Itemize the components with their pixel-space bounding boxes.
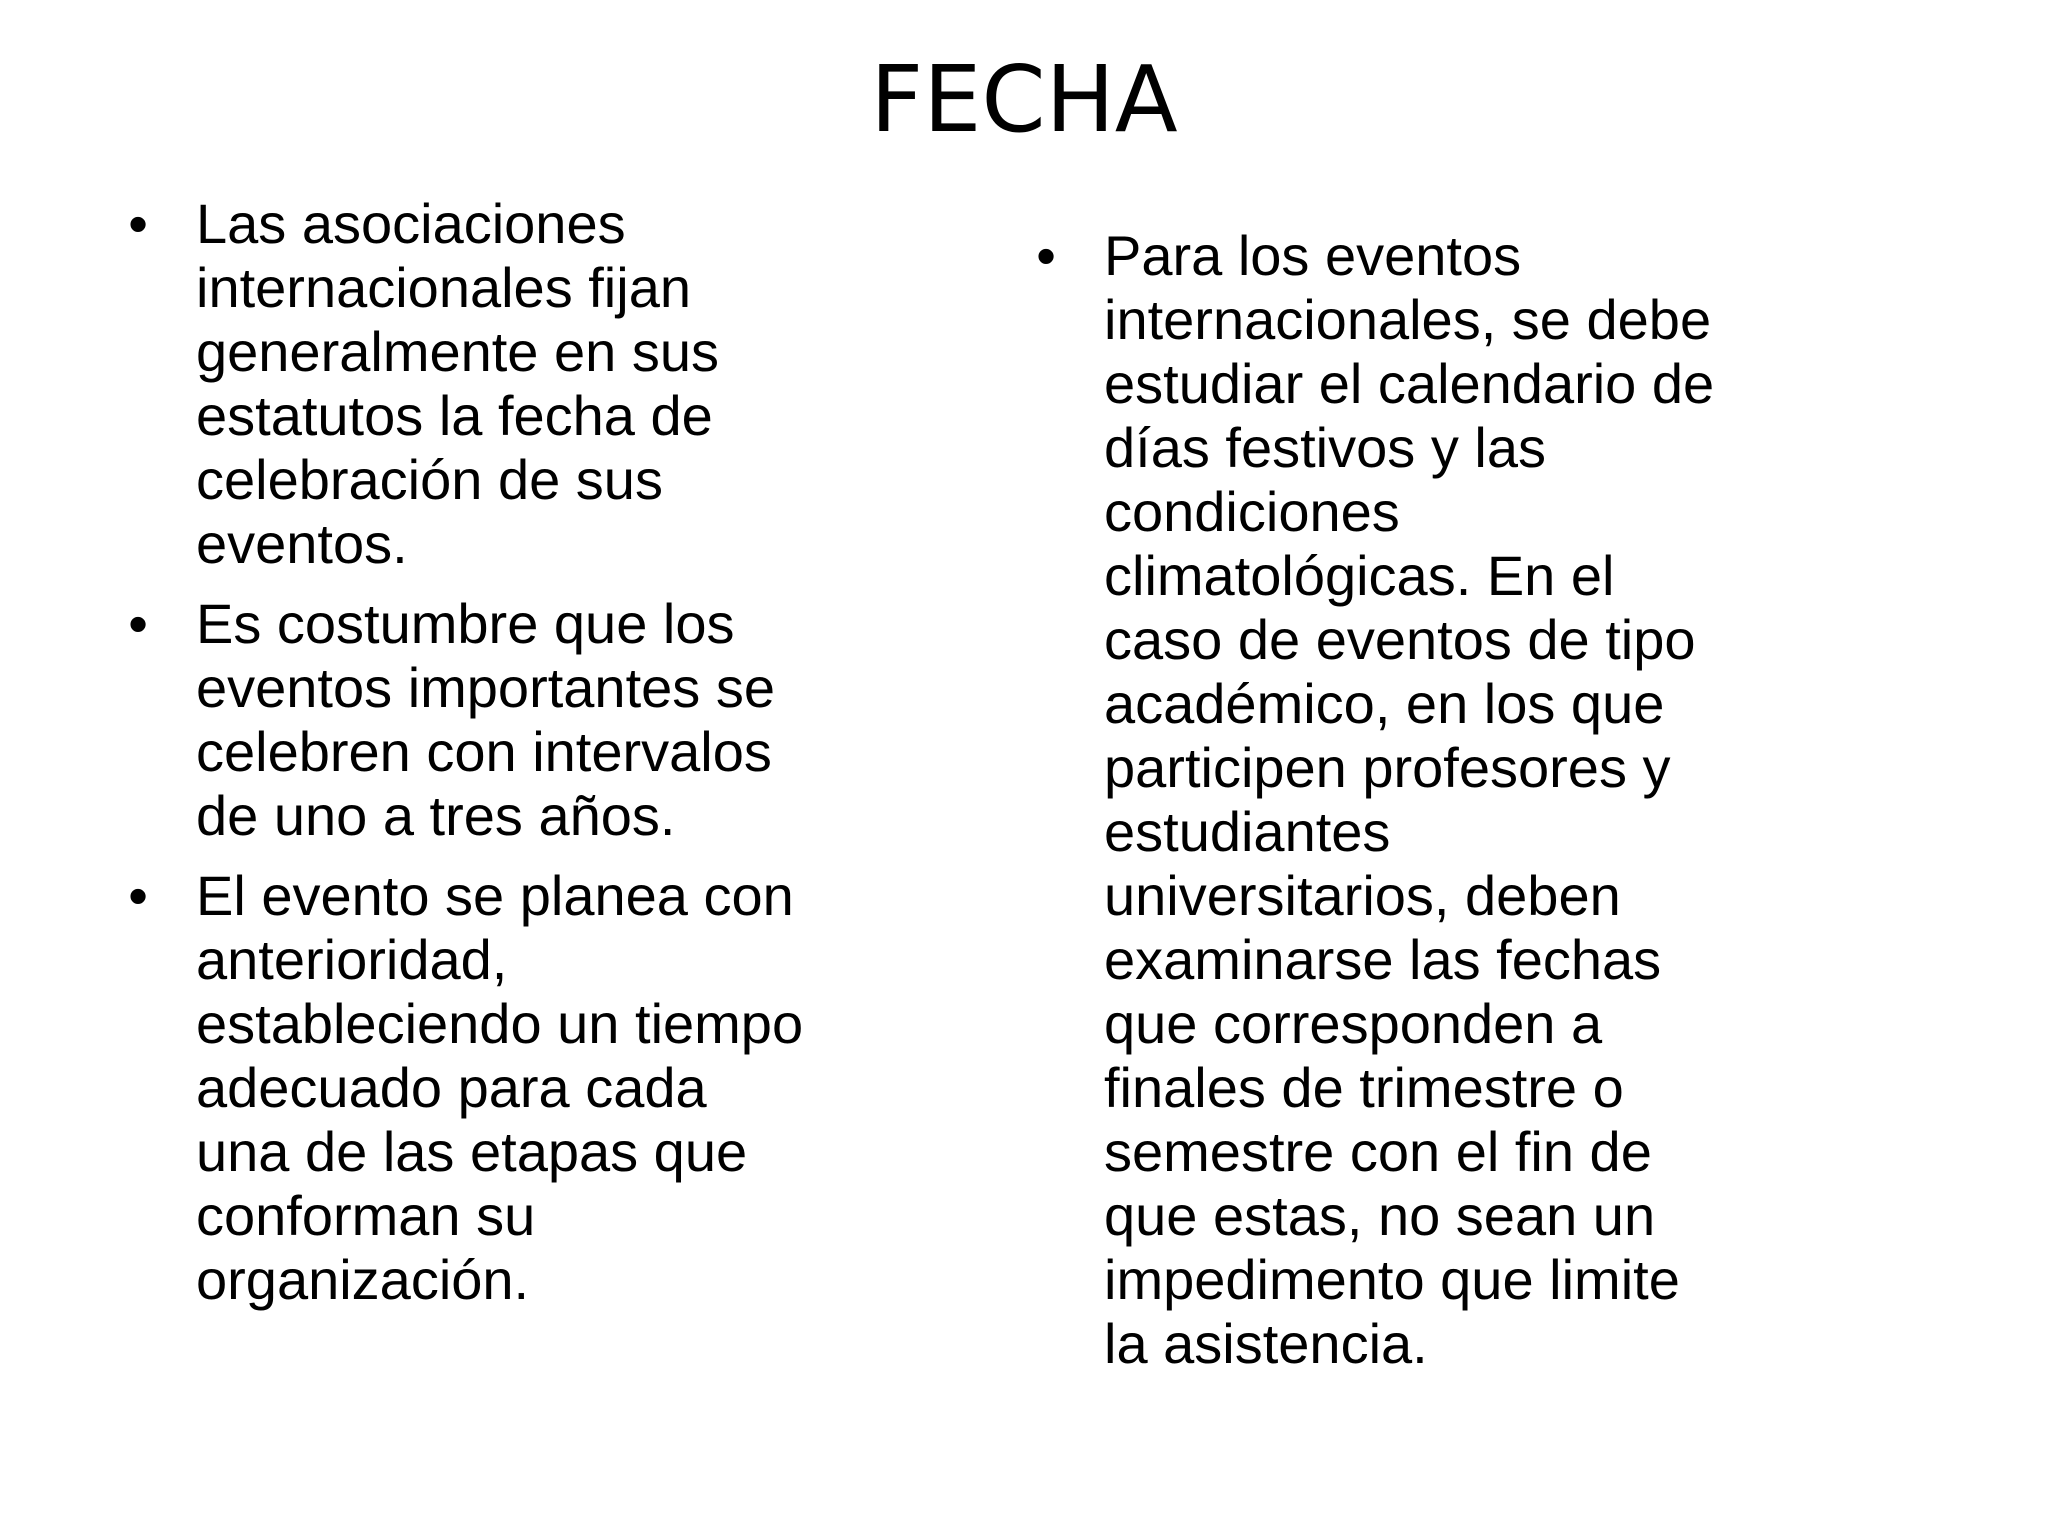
bullet-text <box>1104 224 1824 1376</box>
text-line: Para los eventos <box>1104 224 1522 287</box>
text-line: organización. <box>196 1248 530 1311</box>
text-line: celebren con intervalos <box>196 720 772 783</box>
text-line: adecuado para cada <box>196 1056 707 1119</box>
right-column-bullet-list <box>1036 224 1824 1392</box>
text-line: impedimento que limite <box>1104 1248 1680 1311</box>
text-line: eventos importantes se <box>196 656 775 719</box>
text-line: una de las etapas que <box>196 1120 748 1183</box>
bullet-item <box>128 864 916 1312</box>
text-line: anterioridad, <box>196 928 508 991</box>
bullet-icon: • <box>1036 224 1056 287</box>
bullet-icon: • <box>128 864 148 927</box>
text-line: semestre con el fin de <box>1104 1120 1652 1183</box>
text-line: climatológicas. En el <box>1104 544 1615 607</box>
text-line: Las asociaciones <box>196 192 626 255</box>
bullet-item <box>128 592 916 848</box>
text-line: internacionales fijan <box>196 256 691 319</box>
text-line: estableciendo un tiempo <box>196 992 804 1055</box>
bullet-icon: • <box>128 192 148 255</box>
bullet-item <box>128 192 916 576</box>
text-line: caso de eventos de tipo <box>1104 608 1696 671</box>
text-line: estudiar el calendario de <box>1104 352 1715 415</box>
text-line: conforman su <box>196 1184 536 1247</box>
bullet-item <box>1036 224 1824 1376</box>
bullet-text <box>196 864 916 1312</box>
bullet-text <box>196 592 916 848</box>
bullet-icon: • <box>128 592 148 655</box>
text-line: estatutos la fecha de <box>196 384 713 447</box>
text-line: eventos. <box>196 512 408 575</box>
text-line: finales de trimestre o <box>1104 1056 1624 1119</box>
text-line: El evento se planea con <box>196 864 794 927</box>
text-line: estudiantes <box>1104 800 1391 863</box>
bullet-text <box>196 192 916 576</box>
text-line: que estas, no sean un <box>1104 1184 1656 1247</box>
text-line: de uno a tres años. <box>196 784 676 847</box>
slide-title: FECHA <box>870 46 1178 153</box>
text-line: participen profesores y <box>1104 736 1671 799</box>
text-line: generalmente en sus <box>196 320 720 383</box>
text-line: académico, en los que <box>1104 672 1665 735</box>
text-line: que corresponden a <box>1104 992 1603 1055</box>
left-column-bullet-list <box>128 192 916 1328</box>
text-line: días festivos y las <box>1104 416 1546 479</box>
text-line: universitarios, deben <box>1104 864 1621 927</box>
text-line: Es costumbre que los <box>196 592 735 655</box>
text-line: examinarse las fechas <box>1104 928 1662 991</box>
text-line: internacionales, se debe <box>1104 288 1712 351</box>
text-line: la asistencia. <box>1104 1312 1428 1375</box>
text-line: celebración de sus <box>196 448 663 511</box>
text-line: condiciones <box>1104 480 1400 543</box>
